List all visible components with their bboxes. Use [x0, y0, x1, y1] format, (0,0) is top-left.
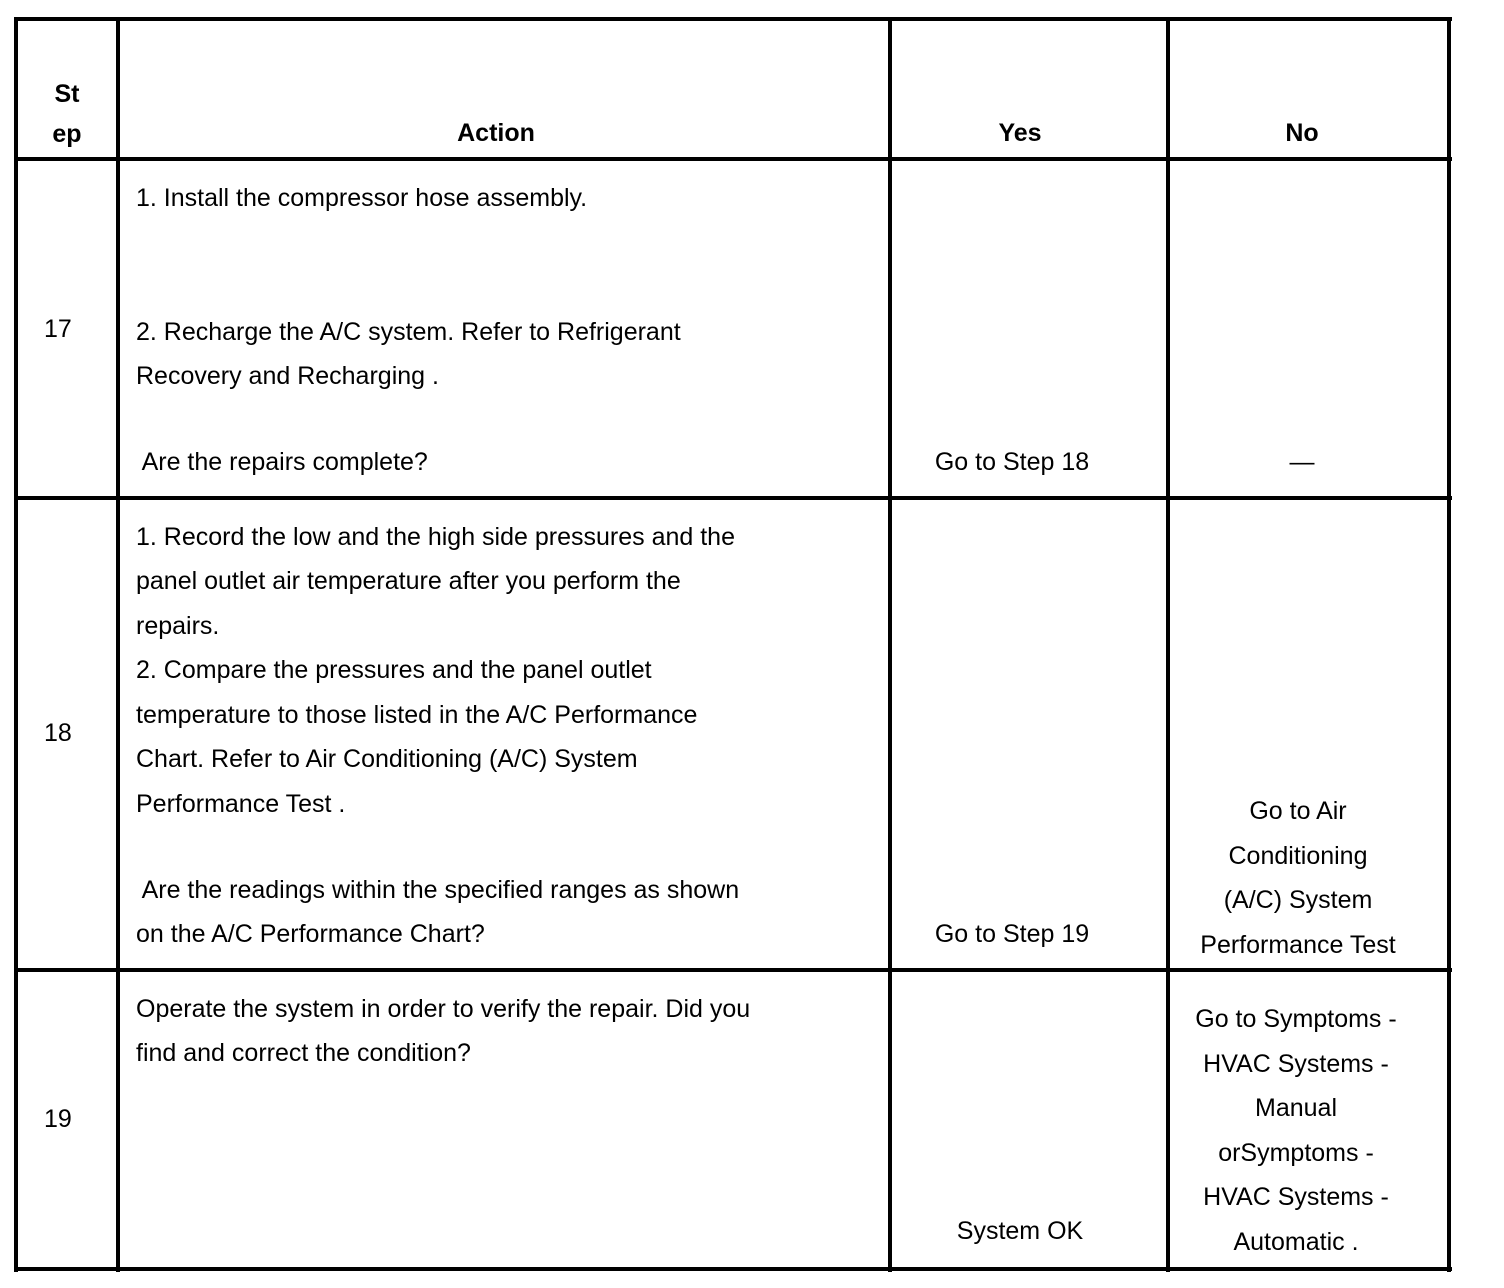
no-result-line: Automatic . [1233, 1227, 1359, 1256]
action-line: 2. Compare the pressures and the panel outlet [136, 656, 652, 684]
header-no: No [1285, 119, 1319, 147]
action-line: Performance Test . [136, 790, 346, 818]
no-result [1170, 997, 1422, 1264]
step-number: 19 [44, 1105, 72, 1133]
no-result-line: Go to Symptoms - [1195, 1005, 1397, 1033]
action-line: temperature to those listed in the A/C Performance [136, 701, 698, 729]
no-result-line: Go to Air [1249, 797, 1347, 825]
action-line: find and correct the condition? [136, 1039, 471, 1067]
no-result: — [1289, 448, 1315, 476]
column-divider [116, 18, 120, 1272]
header-step [18, 82, 116, 147]
step-number: 17 [44, 315, 72, 343]
step-number: 18 [44, 719, 72, 747]
action-line: 2. Recharge the A/C system. Refer to Refrigerant [136, 318, 681, 346]
action-line: Operate the system in order to verify the repair. Did you [136, 995, 751, 1023]
table-border-right [1447, 18, 1451, 1272]
table-border-bottom [14, 1267, 1452, 1271]
action-line: Recovery and Recharging . [136, 362, 439, 390]
table-border-left [14, 18, 18, 1272]
no-result-line: Manual [1255, 1094, 1337, 1122]
yes-result: System OK [956, 1217, 1084, 1245]
action-question: on the A/C Performance Chart? [136, 920, 485, 948]
header-step-line1: St [54, 80, 80, 108]
action-line: 1. Install the compressor hose assembly. [136, 184, 588, 212]
no-result-line: (A/C) System [1223, 886, 1373, 914]
no-result [1170, 789, 1426, 967]
no-result-line: orSymptoms - [1218, 1138, 1374, 1167]
action-question: Are the repairs complete? [136, 448, 428, 476]
row-divider [14, 496, 1452, 500]
action-line: repairs. [136, 612, 220, 640]
yes-result: Go to Step 18 [934, 448, 1090, 476]
header-action: Action [457, 119, 535, 147]
no-result-line: HVAC Systems - [1203, 1049, 1389, 1078]
action-question: Are the readings within the specified ranges as shown [136, 876, 740, 904]
action-line: 1. Record the low and the high side pressures and the [136, 523, 735, 551]
table-border-top [14, 17, 1452, 21]
no-result-line: Conditioning [1228, 841, 1368, 870]
column-divider [888, 18, 892, 1272]
action-line: Chart. Refer to Air Conditioning (A/C) System [136, 745, 638, 773]
action-line: panel outlet air temperature after you perform the [136, 567, 681, 595]
no-result-line: HVAC Systems - [1203, 1183, 1389, 1211]
header-divider [14, 157, 1452, 161]
header-yes: Yes [998, 119, 1042, 147]
row-divider [14, 968, 1452, 972]
no-result-line: Performance Test [1200, 930, 1396, 959]
header-step-line2: ep [52, 120, 82, 148]
yes-result: Go to Step 19 [934, 920, 1090, 948]
